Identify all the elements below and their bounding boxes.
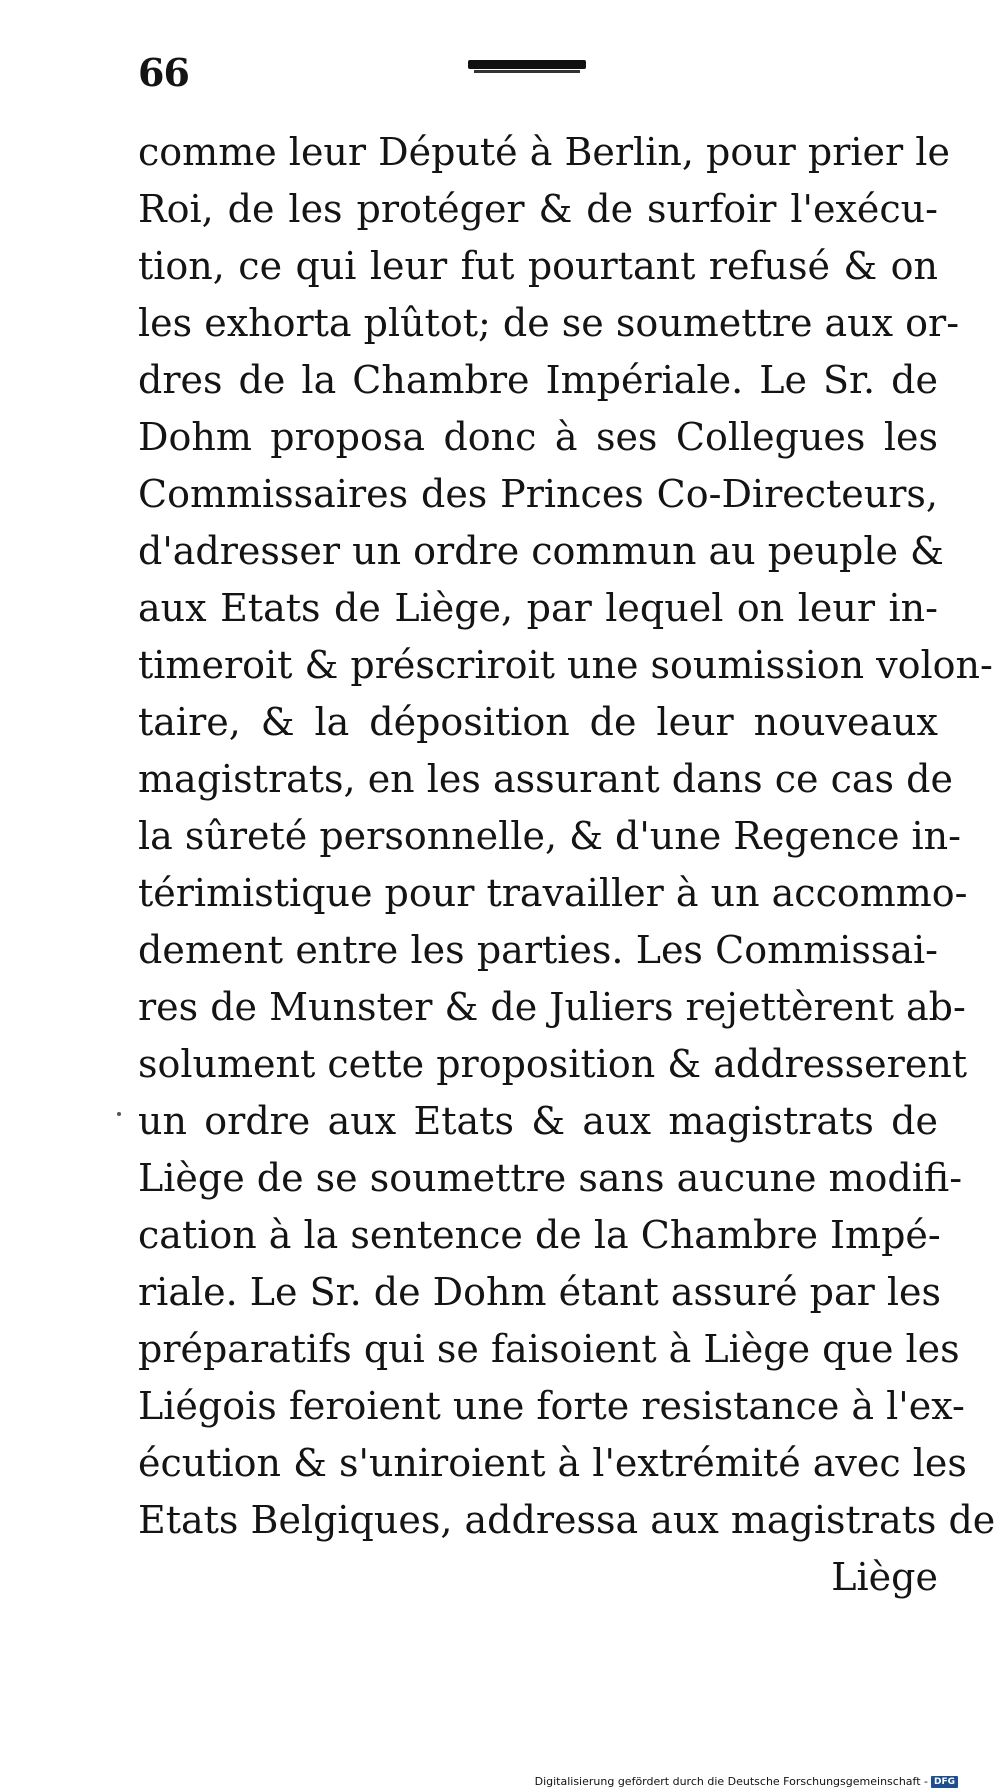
text-line: écution & s'uniroient à l'extrémité avec les — [138, 1441, 967, 1485]
catchword: Liège — [831, 1555, 938, 1599]
text-line: Etats Belgiques, addressa aux magistrats de — [138, 1498, 996, 1542]
text-line: préparatifs qui se faisoient à Liège que les — [138, 1327, 960, 1371]
text-line: d'adresser un ordre commun au peuple & — [138, 529, 944, 573]
header-rule — [468, 60, 586, 69]
footer-credit-text: Digitalisierung gefördert durch die Deutsche Forschungsgemeinschaft - — [534, 1775, 928, 1788]
text-line: cation à la sentence de la Chambre Impé- — [138, 1213, 941, 1257]
page-number: 66 — [138, 50, 189, 95]
text-block — [138, 124, 996, 1606]
text-line: Liège de se soumettre sans aucune modifi- — [138, 1156, 963, 1200]
text-line: la sûreté personnelle, & d'une Regence in- — [138, 814, 961, 858]
text-line: Dohm proposa donc à ses Collegues les — [138, 415, 938, 459]
dfg-logo-icon: DFG — [931, 1776, 958, 1788]
text-line: timeroit & préscriroit une soumission volon- — [138, 643, 993, 687]
text-line: térimistique pour travailler à un accommo- — [138, 871, 968, 915]
text-line: les exhorta plûtot; de se soumettre aux or- — [138, 301, 960, 345]
text-line: Liégois feroient une forte resistance à l'ex- — [138, 1384, 965, 1428]
text-line: un ordre aux Etats & aux magistrats de — [138, 1099, 938, 1143]
text-line: dres de la Chambre Impériale. Le Sr. de — [138, 358, 938, 402]
text-line: tion, ce qui leur fut pourtant refusé & on — [138, 244, 938, 288]
footer-credit — [535, 1775, 958, 1788]
text-line: dement entre les parties. Les Commissai- — [138, 928, 938, 972]
text-line: Roi, de les protéger & de surfoir l'exécu- — [138, 187, 938, 231]
stray-mark — [117, 1112, 121, 1116]
text-line: Commissaires des Princes Co-Directeurs, — [138, 472, 938, 516]
text-line: magistrats, en les assurant dans ce cas de — [138, 757, 953, 801]
text-line: aux Etats de Liège, par lequel on leur in- — [138, 586, 938, 630]
text-line: riale. Le Sr. de Dohm étant assuré par les — [138, 1270, 942, 1314]
text-line: res de Munster & de Juliers rejettèrent ab- — [138, 985, 966, 1029]
text-line: comme leur Député à Berlin, pour prier le — [138, 130, 950, 174]
text-line: taire, & la déposition de leur nouveaux — [138, 700, 938, 744]
text-line: solument cette proposition & addresserent — [138, 1042, 968, 1086]
